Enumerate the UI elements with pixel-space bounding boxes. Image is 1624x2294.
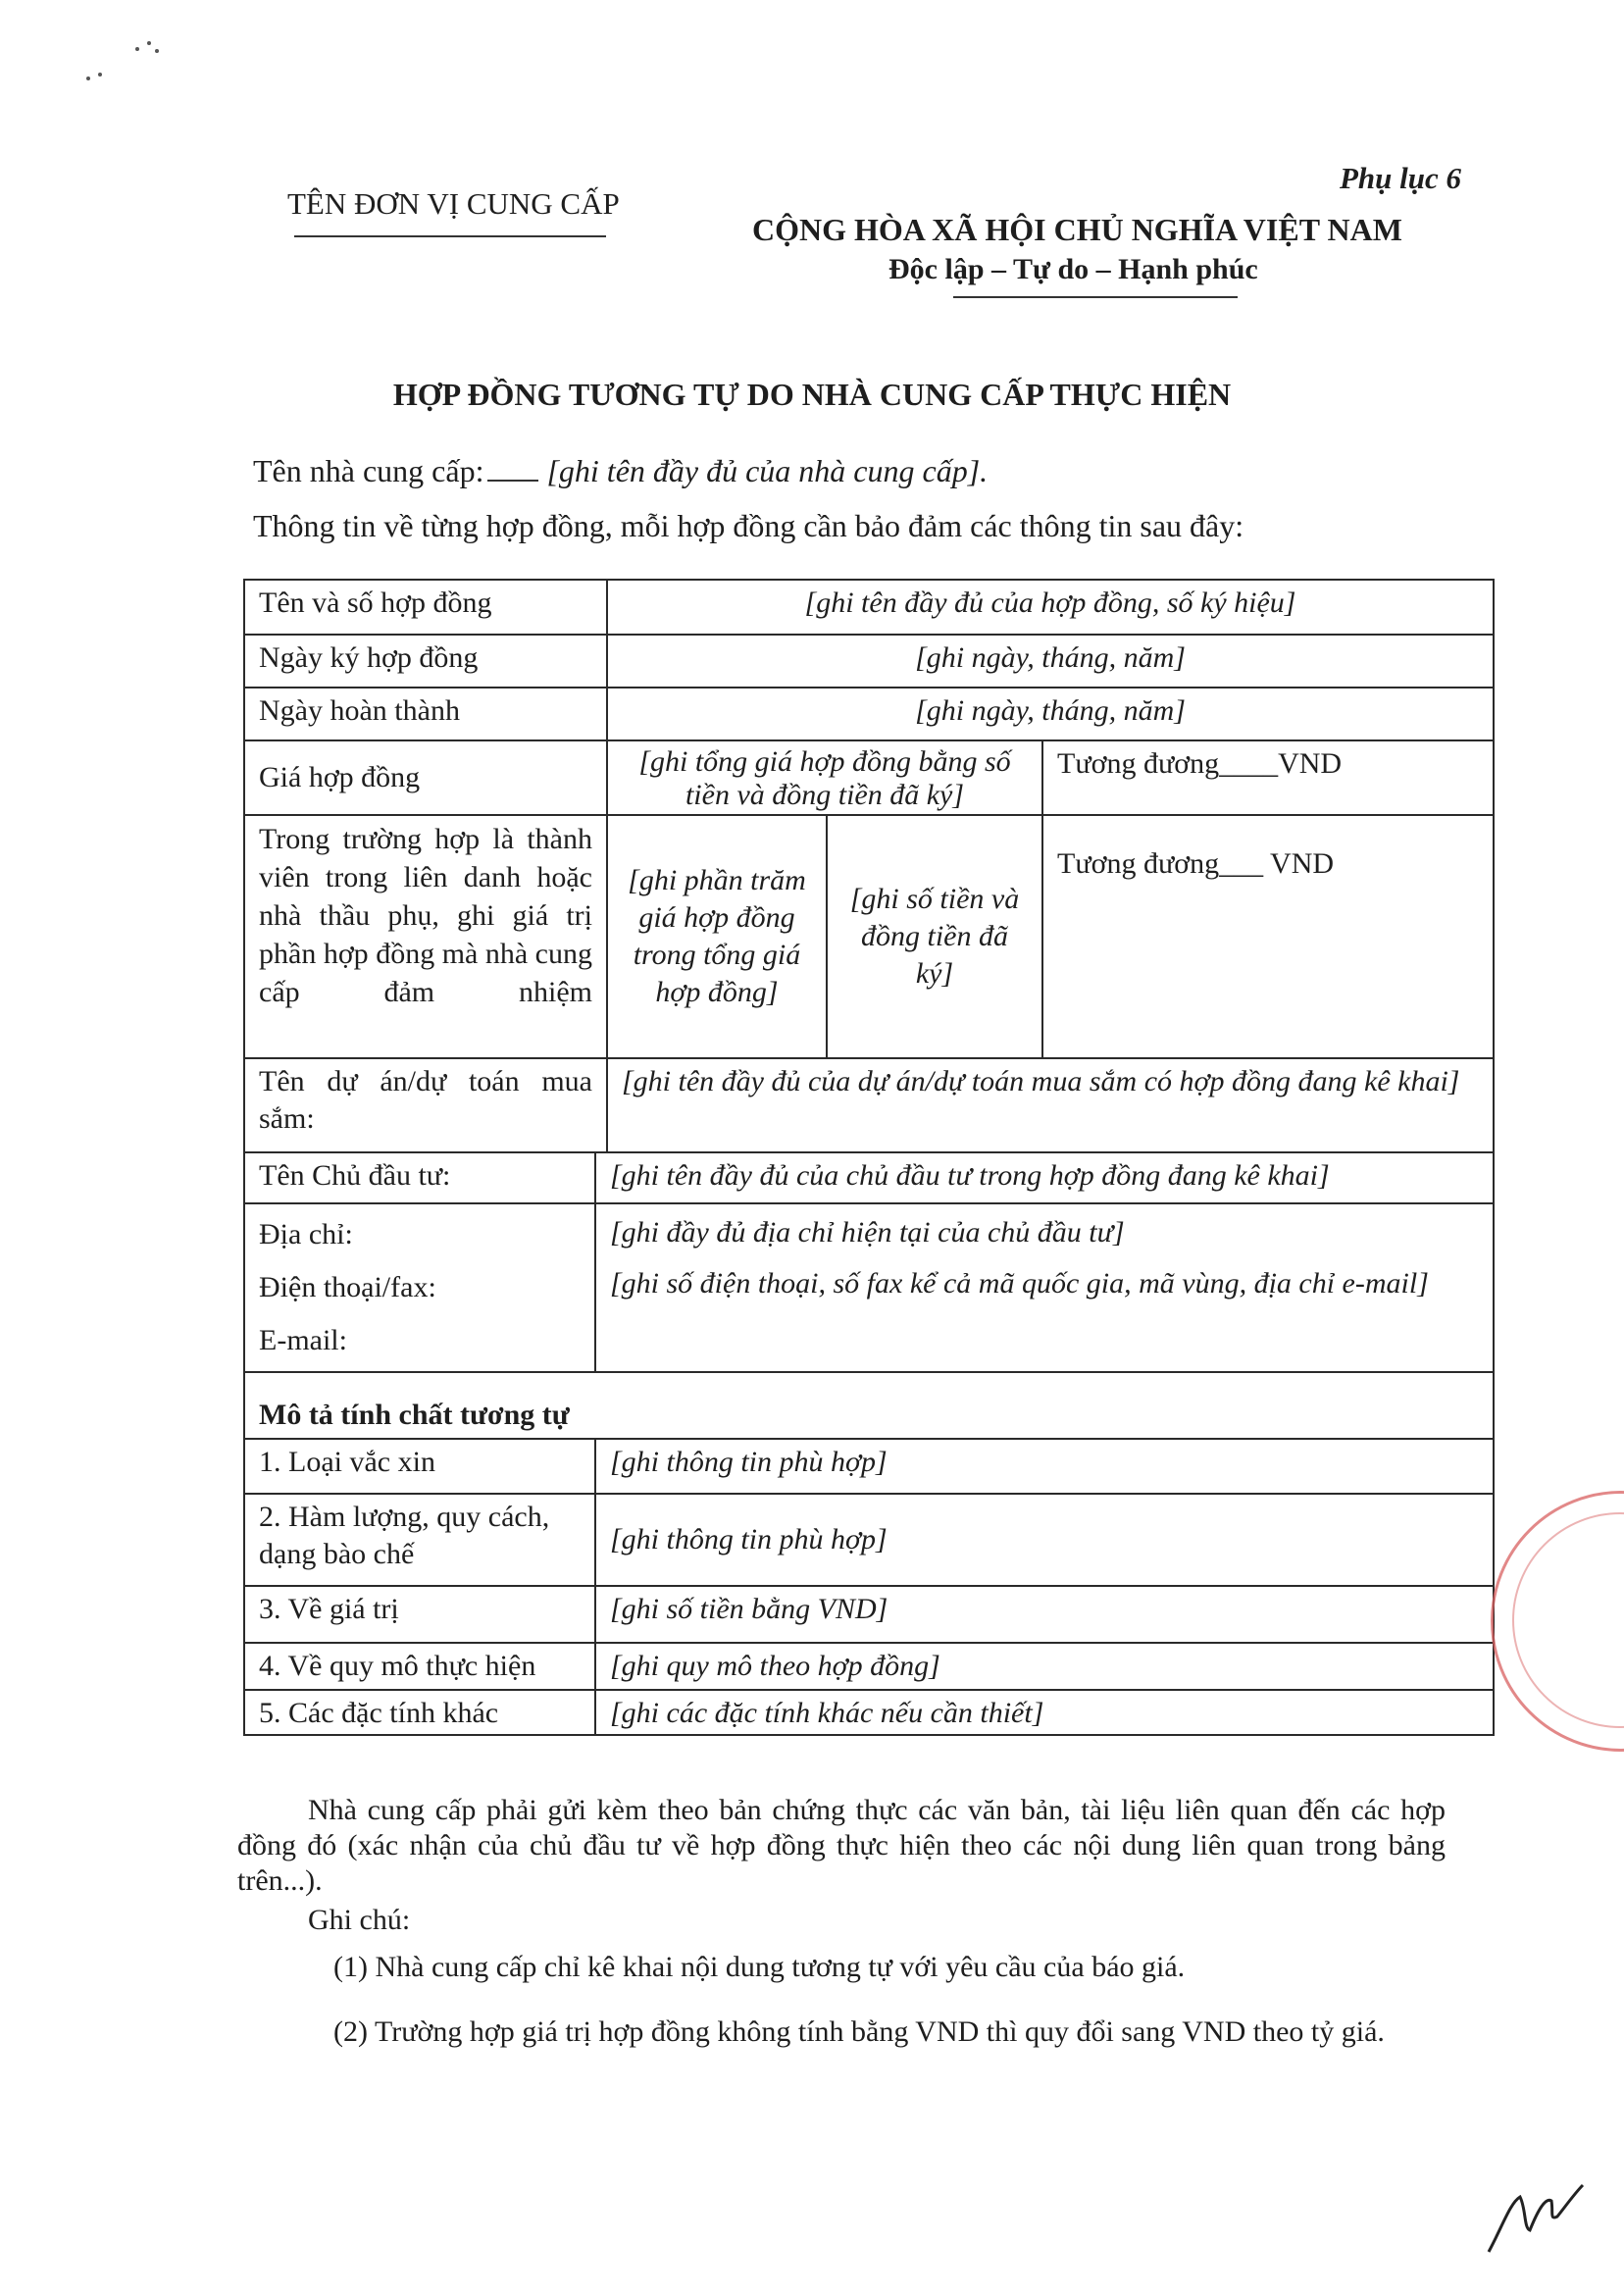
- item-label: 2. Hàm lượng, quy cách, dạng bào chế: [245, 1495, 596, 1585]
- provider-line: [253, 453, 988, 489]
- unit-name: TÊN ĐƠN VỊ CUNG CẤP: [287, 186, 620, 221]
- item-hint: [ghi thông tin phù hợp]: [610, 1446, 888, 1478]
- member-label: Trong trường hợp là thành viên trong liên danh hoặc nhà thầu phụ, ghi giá trị phần hợp đồng mà nhà cung cấp đảm nhiệm: [245, 816, 608, 1057]
- address-label: Địa chỉ:: [259, 1218, 353, 1250]
- table-row: [245, 636, 1493, 688]
- table-row: [245, 1204, 1493, 1373]
- sign-date-hint: [ghi ngày, tháng, năm]: [915, 641, 1186, 674]
- info-line: Thông tin về từng hợp đồng, mỗi hợp đồng cần bảo đảm các thông tin sau đây:: [253, 508, 1244, 543]
- contact-hint: [ghi số điện thoại, số fax kể cả mã quốc gia, mã vùng, địa chỉ e-mail]: [610, 1267, 1429, 1300]
- attachment-paragraph: Nhà cung cấp phải gửi kèm theo bản chứng thực các văn bản, tài liệu liên quan đến các hợp đồng đó (xác nhận của chủ đầu tư về hợp đồng thực hiện theo các nội dung liên quan trong bảng trên...).: [237, 1794, 1446, 1897]
- investor-hint: [ghi tên đầy đủ của chủ đầu tư trong hợp đồng đang kê khai]: [610, 1159, 1330, 1192]
- address-hint: [ghi đầy đủ địa chỉ hiện tại của chủ đầu tư]: [610, 1216, 1125, 1249]
- contract-name-label: Tên và số hợp đồng: [245, 581, 608, 634]
- investor-label: Tên Chủ đầu tư:: [245, 1153, 596, 1202]
- section-header-row: [245, 1373, 1493, 1440]
- note-1: (1) Nhà cung cấp chỉ kê khai nội dung tương tự với yêu cầu của báo giá.: [333, 1951, 1186, 1983]
- table-row: [245, 1059, 1493, 1153]
- contract-name-hint: [ghi tên đầy đủ của hợp đồng, số ký hiệu]: [804, 586, 1296, 619]
- contact-hints: [596, 1204, 1493, 1371]
- table-row: [245, 1495, 1493, 1587]
- document-title: HỢP ĐỒNG TƯƠNG TỰ DO NHÀ CUNG CẤP THỰC HIỆN: [392, 377, 1232, 412]
- table-row: [245, 816, 1493, 1059]
- table-row: [245, 1644, 1493, 1691]
- sign-date-label: Ngày ký hợp đồng: [245, 636, 608, 687]
- item-label: 1. Loại vắc xin: [245, 1440, 596, 1493]
- table-row: [245, 1153, 1493, 1204]
- complete-date-label: Ngày hoàn thành: [245, 688, 608, 739]
- provider-hint: [ghi tên đầy đủ của nhà cung cấp].: [546, 453, 989, 488]
- member-equivalent: Tương đương___ VND: [1057, 847, 1335, 880]
- item-hint: [ghi các đặc tính khác nếu cần thiết]: [610, 1697, 1044, 1729]
- project-label: Tên dự án/dự toán mua sắm:: [245, 1059, 608, 1151]
- table-row: [245, 688, 1493, 741]
- item-label: 5. Các đặc tính khác: [245, 1691, 596, 1734]
- item-label: 3. Về giá trị: [245, 1587, 596, 1642]
- table-row: [245, 1691, 1493, 1734]
- provider-label: Tên nhà cung cấp:: [253, 453, 484, 488]
- motto-underline: [953, 296, 1238, 298]
- table-row: [245, 1587, 1493, 1644]
- member-amount-hint: [ghi số tiền và đồng tiền đã ký]: [828, 816, 1043, 1057]
- price-equivalent: Tương đương____VND: [1057, 747, 1343, 780]
- contract-table: [243, 579, 1495, 1736]
- item-hint: [ghi số tiền bằng VND]: [610, 1593, 888, 1625]
- email-label: E-mail:: [259, 1324, 347, 1356]
- item-label: 4. Về quy mô thực hiện: [245, 1644, 596, 1689]
- scan-speck-marks: [78, 29, 167, 88]
- unit-underline: [294, 235, 606, 237]
- project-hint: [ghi tên đầy đủ của dự án/dự toán mua sắm có hợp đồng đang kê khai]: [622, 1065, 1460, 1097]
- appendix-label: Phụ lục 6: [1340, 161, 1462, 195]
- signature: [1481, 2158, 1589, 2266]
- provider-blank: [487, 454, 538, 482]
- table-row: [245, 581, 1493, 636]
- item-hint: [ghi thông tin phù hợp]: [610, 1523, 888, 1555]
- section-title: Mô tả tính chất tương tự: [259, 1399, 570, 1431]
- phone-fax-label: Điện thoại/fax:: [259, 1271, 436, 1303]
- member-percent-hint: [ghi phần trăm giá hợp đồng trong tổng giá hợp đồng]: [608, 816, 828, 1057]
- table-row: [245, 741, 1493, 816]
- note-2: (2) Trường hợp giá trị hợp đồng không tính bằng VND thì quy đổi sang VND theo tỷ giá.: [333, 2015, 1385, 2048]
- national-motto: Độc lập – Tự do – Hạnh phúc: [888, 253, 1258, 285]
- national-title: CỘNG HÒA XÃ HỘI CHỦ NGHĨA VIỆT NAM: [752, 212, 1402, 247]
- contact-labels: [245, 1204, 596, 1371]
- complete-date-hint: [ghi ngày, tháng, năm]: [915, 694, 1186, 727]
- price-hint: [ghi tổng giá hợp đồng bằng số tiền và đồng tiền đã ký]: [608, 741, 1043, 814]
- table-row: [245, 1440, 1493, 1495]
- price-label: Giá hợp đồng: [245, 741, 608, 814]
- note-title: Ghi chú:: [308, 1904, 411, 1936]
- item-hint: [ghi quy mô theo hợp đồng]: [610, 1650, 940, 1682]
